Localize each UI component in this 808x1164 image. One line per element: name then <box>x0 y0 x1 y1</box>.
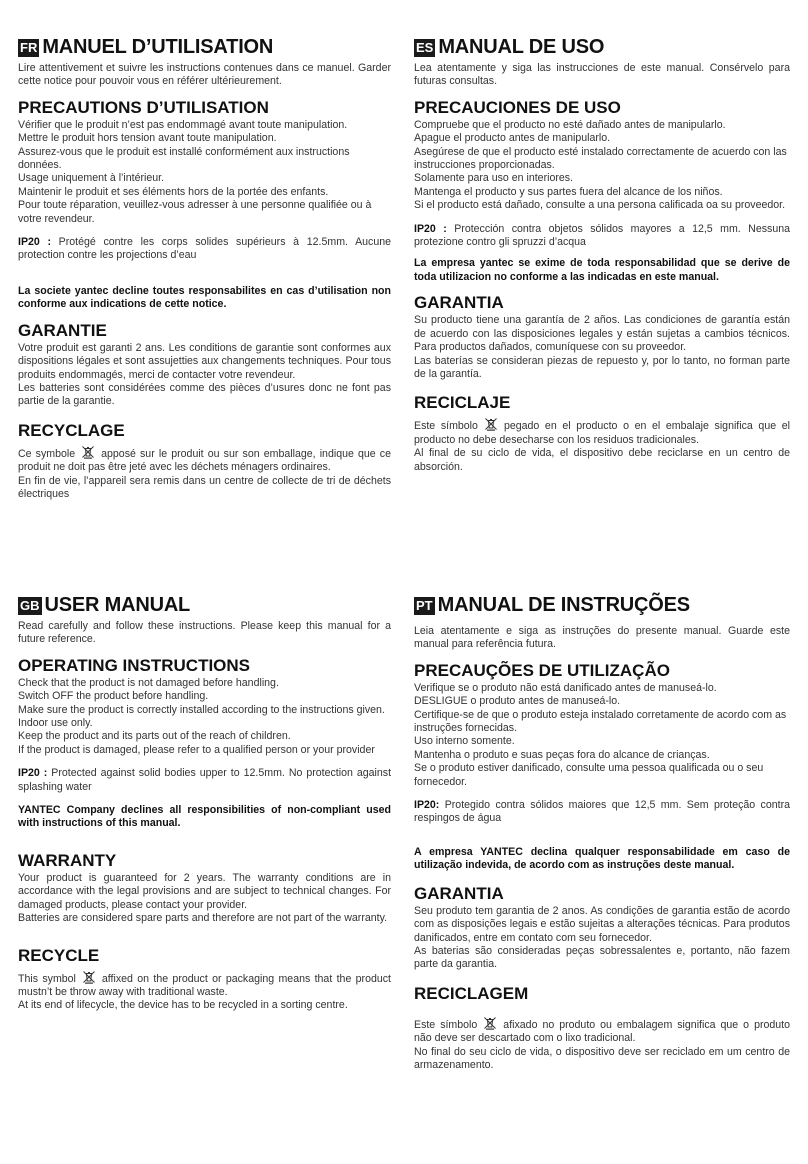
precaution-line: DESLIGUE o produto antes de manuseá-lo. <box>414 695 621 708</box>
recycle-text <box>18 970 391 1000</box>
precaution-line: Make sure the product is correctly installed according to the instructions given. <box>18 703 385 716</box>
lang-badge-fr: FR <box>20 39 38 55</box>
disclaimer: A empresa YANTEC declina qualquer responsabilidade em caso de utilização indevida, de acordo com as instruções deste manual. <box>414 845 790 872</box>
precautions-list <box>18 677 391 757</box>
precaution-line: If the product is damaged, please refer to a qualified person or your provider <box>18 743 375 756</box>
recycle-text <box>18 445 391 475</box>
precaution-line: Verifique se o produto não está danificado antes de manuseá-lo. <box>414 681 717 694</box>
intro-text: Lea atentamente y siga las instrucciones de este manual. Consérvelo para futuras consultas. <box>414 62 790 88</box>
crossed-bin-icon <box>483 1016 497 1030</box>
recycle-text-before: Ce symbole <box>18 447 76 460</box>
precaution-line: Si el producto está dañado, consulte a una persona calificada oa su proveedor. <box>414 199 786 212</box>
warranty-heading: GARANTIA <box>414 293 504 313</box>
precaution-line: Mantenha o produto e suas peças fora do alcance de crianças. <box>414 748 710 761</box>
ip-rating <box>18 767 391 794</box>
precaution-line: Compruebe que el producto no esté dañado antes de manipularlo. <box>414 118 726 131</box>
recycle-end-of-life-text: At its end of lifecycle, the device has to be recycled in a sorting centre. <box>18 999 348 1012</box>
recycle-text-after: afixado no produto ou embalagem significa que o produto não deve ser descartado com o lixo tradicional. <box>414 1018 790 1045</box>
precaution-line: Vérifier que le produit n’est pas endommagé avant toute manipulation. <box>18 118 348 131</box>
recycle-heading: RECYCLAGE <box>18 420 125 440</box>
recycle-end-of-life-text: No final do seu ciclo de vida, o dispositivo deve ser reciclado em um centro de armazenamento. <box>414 1045 790 1071</box>
lang-badge-gb: GB <box>20 597 40 613</box>
precaution-line: Usage uniquement à l’intérieur. <box>18 172 165 185</box>
ip-text: Protected against solid bodies upper to 12.5mm. No protection against splashing water <box>18 767 392 793</box>
warranty-battery-text: As baterias são consideradas peças sobressalentes e, portanto, não fazem parte da garantia. <box>414 944 790 971</box>
ip-label: IP20 : <box>18 767 48 780</box>
intro-text: Leia atentamente e siga as instruções do presente manual. Guarde este manual para referência futura. <box>414 625 790 651</box>
precaution-line: Uso interno somente. <box>414 735 515 748</box>
warranty-battery-text: Les batteries sont considérées comme des pièces d’usures donc ne font pas partie de la garantie. <box>18 381 391 408</box>
precaution-line: Mettre le produit hors tension avant toute manipulation. <box>18 132 277 145</box>
crossed-bin-icon <box>81 445 95 459</box>
precaution-line: Apague el producto antes de manipularlo. <box>414 132 611 145</box>
lang-badge-es: ES <box>416 39 434 55</box>
warranty-text: Votre produit est garanti 2 ans. Les conditions de garantie sont conformes aux dispositions légales et sont assujetties aux changements techniques. Pour tous produits endommagés, merci de contacter votre revendeur. <box>18 341 391 381</box>
precaution-line: Pour toute réparation, veuillez-vous adresser à une personne qualifiée ou à votre revendeur. <box>18 199 372 225</box>
recycle-text-before: This symbol <box>18 972 76 985</box>
warranty-heading: GARANTIA <box>414 883 504 903</box>
ip-rating <box>414 799 790 826</box>
title-row <box>414 594 790 617</box>
precautions-heading: PRECAUÇÕES DE UTILIZAÇÃO <box>414 660 670 680</box>
ip-label: IP20: <box>414 799 440 812</box>
recycle-end-of-life-text: Al final de su ciclo de vida, el dispositivo debe reciclarse en un centro de absorción. <box>414 447 790 473</box>
page-title: MANUAL DE USO <box>438 36 605 58</box>
precaution-line: Assurez-vous que le produit est installé conformément aux instructions données. <box>18 145 350 172</box>
precautions-list <box>18 119 391 226</box>
precaution-line: Switch OFF the product before handling. <box>18 690 209 703</box>
recycle-heading: RECICLAJE <box>414 393 511 413</box>
title-row <box>18 594 391 617</box>
page-title: MANUAL DE INSTRUÇÕES <box>437 594 690 616</box>
lang-badge-pt: PT <box>416 597 433 613</box>
recycle-heading: RECYCLE <box>18 945 100 965</box>
warranty-battery-text: Batteries are considered spare parts and therefore are not part of the warranty. <box>18 912 388 925</box>
recycle-heading: RECICLAGEM <box>414 983 529 1003</box>
recycle-text <box>414 1016 790 1046</box>
ip-rating <box>18 236 391 263</box>
ip-rating <box>414 223 790 250</box>
recycle-text-after: apposé sur le produit ou sur son emballage, indique que ce produit ne doit pas être jeté avec les déchets ménagers ordinaires. <box>18 447 391 474</box>
section-pt <box>414 594 790 1072</box>
warranty-text: Seu produto tem garantia de 2 anos. As condições de garantia estão de acordo com as disposições legais e estão sujeitas a alterações técnicas. Para produtos danificados, entre em contato com seu fornecedor. <box>414 904 790 944</box>
disclaimer: La societe yantec decline toutes responsabilites en cas d’utilisation non conforme aux indications de cette notice. <box>18 284 391 311</box>
title-row <box>414 36 790 59</box>
warranty-text: Su producto tiene una garantía de 2 años. Las condiciones de garantía están de acuerdo con las disposiciones legales y están sujetas a cambios técnicos. Para productos dañados, comuníquese con su proveedor. <box>414 314 790 354</box>
page-title: MANUEL D’UTILISATION <box>42 36 274 58</box>
recycle-text-after: affixed on the product or packaging means that the product mustn’t be throw away with traditional waste. <box>18 972 391 998</box>
precaution-line: Check that the product is not damaged before handling. <box>18 676 279 689</box>
precautions-heading: PRECAUCIONES DE USO <box>414 97 621 117</box>
recycle-text-after: pegado en el producto o en el embalaje significa que el producto no debe desecharse con los residuos tradicionales. <box>414 420 790 446</box>
disclaimer: La empresa yantec se exime de toda responsabilidad que se derive de toda utilizacion no conforme a las indicadas en este manual. <box>414 257 790 283</box>
disclaimer: YANTEC Company declines all responsibilities of non-compliant used with instructions of this manual. <box>18 804 391 830</box>
recycle-end-of-life-text: En fin de vie, l’appareil sera remis dans un centre de collecte de tri de déchets électriques <box>18 474 391 500</box>
precautions-list <box>414 682 790 789</box>
section-fr <box>18 36 391 501</box>
recycle-text-before: Este símbolo <box>414 420 478 433</box>
precaution-line: Maintenir le produit et ses éléments hors de la portée des enfants. <box>18 185 329 198</box>
precaution-line: Keep the product and its parts out of the reach of children. <box>18 730 291 743</box>
crossed-bin-icon <box>484 417 498 431</box>
intro-text: Read carefully and follow these instructions. Please keep this manual for a future reference. <box>18 620 391 646</box>
section-gb <box>18 594 391 1013</box>
precautions-list <box>414 119 790 213</box>
precaution-line: Indoor use only. <box>18 717 93 730</box>
recycle-text <box>414 417 790 447</box>
crossed-bin-icon <box>82 970 96 984</box>
precaution-line: Mantenga el producto y sus partes fuera del alcance de los niños. <box>414 185 723 198</box>
precaution-line: Certifique-se de que o produto esteja instalado corretamente de acordo com as instruções fornecidas. <box>414 708 787 735</box>
page-title: USER MANUAL <box>44 594 191 616</box>
ip-label: IP20 : <box>18 236 51 249</box>
warranty-battery-text: Las baterías se consideran piezas de repuesto y, por lo tanto, no forman parte de la garantía. <box>414 354 790 380</box>
title-row <box>18 36 391 59</box>
ip-text: Protégé contre les corps solides supérieurs à 12.5mm. Aucune protection contre les projections d’eau <box>18 236 391 262</box>
warranty-heading: WARRANTY <box>18 850 117 870</box>
intro-text: Lire attentivement et suivre les instructions contenues dans ce manuel. Garder cette notice pour pouvoir vous en référer ultérieurement. <box>18 62 391 88</box>
warranty-text: Your product is guaranteed for 2 years. The warranty conditions are in accordance with the legal provisions and are subject to technical changes. For damaged products, please contact your provider. <box>18 871 391 911</box>
precaution-line: Se o produto estiver danificado, consulte uma pessoa qualificada ou o seu fornecedor. <box>414 762 764 788</box>
section-es <box>414 36 790 474</box>
precaution-line: Solamente para uso en interiores. <box>414 172 573 185</box>
precautions-heading: PRECAUTIONS D’UTILISATION <box>18 97 269 117</box>
precautions-heading: OPERATING INSTRUCTIONS <box>18 655 251 675</box>
recycle-text-before: Este símbolo <box>414 1018 478 1031</box>
precaution-line: Asegúrese de que el producto esté instalado correctamente de acuerdo con las instrucciones proporcionadas. <box>414 145 787 172</box>
ip-text: Protegido contra sólidos maiores que 12,5 mm. Sem proteção contra respingos de água <box>414 799 790 825</box>
ip-text: Protección contra objetos sólidos mayores a 12,5 mm. Nessuna protezione contro gli spruzzi d’acqua <box>414 222 790 249</box>
ip-label: IP20 : <box>414 222 447 235</box>
warranty-heading: GARANTIE <box>18 320 107 340</box>
